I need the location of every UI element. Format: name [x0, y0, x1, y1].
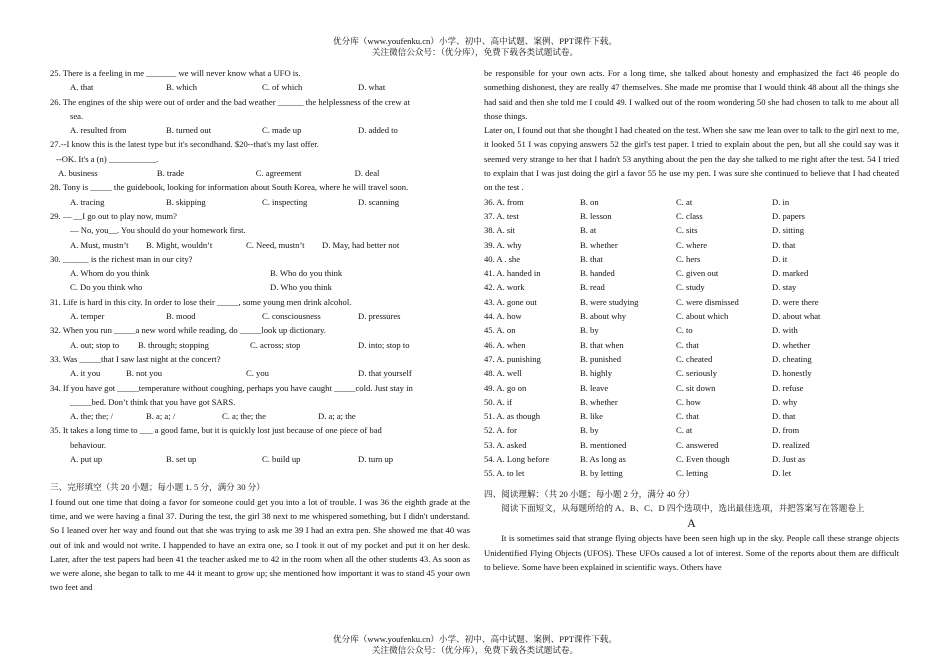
option: C. made up — [262, 125, 302, 136]
cloze-option: D. papers — [772, 210, 805, 221]
cloze-option: C. study — [676, 282, 705, 293]
option: D. that yourself — [358, 368, 412, 379]
cloze-option: C. how — [676, 396, 701, 407]
option: C. across; stop — [250, 339, 301, 350]
reading-instruction: 阅读下面短文，从每题所给的 A、B、C、D 四个选项中，选出最佳选项，并把答案写在答题卷上 — [501, 502, 865, 513]
question-29-reply: — No, you__. You should do your homework first. — [70, 225, 246, 236]
cloze-option: C. that — [676, 411, 699, 422]
question-26: 26. The engines of the ship were out of order and the bad weather ______ the helplessness of the crew at — [50, 96, 410, 107]
cloze-option: C. at — [676, 196, 693, 207]
cloze-option: B. like — [580, 411, 603, 422]
option: A. temper — [70, 311, 105, 322]
cloze-option: C. were dismissed — [676, 296, 739, 307]
option: D. scanning — [358, 196, 400, 207]
cloze-option: D. stay — [772, 282, 797, 293]
cloze-option: B. whether — [580, 396, 618, 407]
footer-line-2: 关注微信公众号：（优分库），免费下载各类试题试卷。 — [371, 645, 579, 655]
cloze-option: D. Just as — [772, 454, 806, 465]
cloze-option: D. with — [772, 325, 798, 336]
cloze-option: B. As long as — [580, 454, 626, 465]
cloze-option: B. by letting — [580, 468, 623, 479]
cloze-option: 48. A. well — [484, 368, 522, 379]
question-31: 31. Life is hard in this city. In order to lose their _____, some young men drink alcohol. — [50, 296, 352, 307]
cloze-option: C. class — [676, 210, 703, 221]
option: A. tracing — [70, 196, 105, 207]
option: B. through; stopping — [138, 339, 209, 350]
option: D. what — [358, 82, 386, 93]
options-30b — [50, 280, 470, 294]
footer-line-1: 优分库（www.youfenku.cn）小学、初中、高中试题、案例、PPT课件下载。 — [333, 634, 617, 644]
options-31 — [50, 309, 470, 323]
option: B. not you — [126, 368, 163, 379]
cloze-option: B. by — [580, 425, 599, 436]
cloze-option: D. honestly — [772, 368, 812, 379]
option: D. into; stop to — [358, 339, 410, 350]
options-25 — [50, 80, 470, 94]
options-26 — [50, 123, 470, 137]
cloze-heading: 三、完形填空（共 20 小题；每小题 1. 5 分，满分 30 分） — [50, 482, 265, 493]
option: B. a; a; / — [146, 411, 176, 422]
cloze-option: B. read — [580, 282, 605, 293]
cloze-option: 54. A. Long before — [484, 454, 550, 465]
cloze-option: C. cheated — [676, 353, 713, 364]
cloze-option: D. realized — [772, 439, 810, 450]
option: A. the; the; / — [70, 411, 113, 422]
option: C. you — [246, 368, 269, 379]
question-34-cont: _____bed. Don’t think that you have got SARS. — [70, 396, 236, 407]
cloze-option: 45. A. on — [484, 325, 516, 336]
cloze-option: C. given out — [676, 268, 719, 279]
left-column — [50, 66, 470, 595]
cloze-option: 52. A. for — [484, 425, 517, 436]
option: D. deal — [354, 168, 380, 179]
cloze-option: B. by — [580, 325, 599, 336]
option: B. set up — [166, 454, 197, 465]
question-28: 28. Tony is _____ the guidebook, looking for information about South Korea, where he will travel soon. — [50, 182, 409, 193]
options-29 — [50, 238, 470, 252]
cloze-option: D. that — [772, 239, 796, 250]
cloze-option: D. it — [772, 253, 788, 264]
cloze-option: D. why — [772, 396, 798, 407]
option: A. put up — [70, 454, 103, 465]
cloze-option: B. that when — [580, 339, 624, 350]
cloze-option: 38. A. sit — [484, 225, 516, 236]
cloze-option: 49. A. go on — [484, 382, 527, 393]
option: A. Whom do you think — [70, 268, 150, 279]
cloze-option: 42. A. work — [484, 282, 525, 293]
cloze-option: C. at — [676, 425, 693, 436]
cloze-option: C. hers — [676, 253, 701, 264]
cloze-option: 44. A. how — [484, 311, 522, 322]
cloze-option: C. about which — [676, 311, 729, 322]
cloze-option: 37. A. test — [484, 210, 519, 221]
cloze-option: D. refuse — [772, 382, 804, 393]
option: A. out; stop to — [70, 339, 120, 350]
option: C. build up — [262, 454, 301, 465]
cloze-options-grid — [484, 195, 899, 481]
cloze-option: B. lesson — [580, 210, 612, 221]
option: A. business — [58, 168, 98, 179]
option: C. agreement — [255, 168, 302, 179]
option: B. skipping — [166, 196, 206, 207]
cloze-option: D. let — [772, 468, 792, 479]
question-30: 30. ______ is the richest man in our city? — [50, 253, 193, 264]
cloze-option: 43. A. gone out — [484, 296, 537, 307]
cloze-option: C. seriously — [676, 368, 718, 379]
header-line-2: 关注微信公众号：（优分库），免费下载各类试题试卷。 — [371, 47, 579, 57]
cloze-option: C. that — [676, 339, 699, 350]
option: C. a; the; the — [222, 411, 266, 422]
option: D. a; a; the — [318, 411, 356, 422]
cloze-option: B. highly — [580, 368, 612, 379]
cloze-option: D. cheating — [772, 353, 812, 364]
options-27 — [50, 166, 470, 180]
question-26-cont: sea. — [70, 110, 84, 121]
option: D. turn up — [358, 454, 394, 465]
page-footer — [0, 634, 950, 656]
option: A. resulted from — [70, 125, 127, 136]
cloze-option: B. at — [580, 225, 597, 236]
option: C. Do you think who — [70, 282, 143, 293]
cloze-option: D. about what — [772, 311, 821, 322]
option: C. inspecting — [262, 196, 308, 207]
cloze-option: 51. A. as though — [484, 411, 541, 422]
option: C. Need, mustn’t — [246, 239, 305, 250]
reading-heading: 四、阅读理解：（共 20 小题；每小题 2 分，满分 40 分） — [484, 488, 695, 499]
cloze-option: 55. A. to let — [484, 468, 525, 479]
cloze-option: C. Even though — [676, 454, 730, 465]
header-line-1: 优分库（www.youfenku.cn）小学、初中、高中试题、案例、PPT课件下载。 — [333, 36, 617, 46]
cloze-paragraph-3: Later on, I found out that she thought I had cheated on the test. When she saw me lean over to talk to the girl next to me, it looked 51 I was copying answers 52 the girl's test paper. I tried to explain about the pen, but all she could say was it seemed very strange to her that I hadn't 53 anything about the pen the day she talked to me right after the test. 54 I tried to explain that I was just doing the girl a favor 55 he use my pen. I was sure she continued to believe that I had cheated on the test . — [484, 125, 899, 193]
cloze-option: D. sitting — [772, 225, 804, 236]
cloze-option: B. punished — [580, 353, 622, 364]
cloze-option: B. about why — [580, 311, 627, 322]
question-27-reply: --OK. It's a (n) ___________. — [56, 153, 159, 164]
option: D. May, had better not — [322, 239, 400, 250]
option: C. of which — [262, 82, 303, 93]
cloze-option: D. whether — [772, 339, 811, 350]
question-29: 29. — __I go out to play now, mum? — [50, 210, 177, 221]
cloze-option: D. were there — [772, 296, 819, 307]
cloze-option: 46. A. when — [484, 339, 526, 350]
cloze-option: D. from — [772, 425, 800, 436]
cloze-option: 53. A. asked — [484, 439, 527, 450]
question-34: 34. If you have got _____temperature without coughing, perhaps you have caught _____cold. Just stay in — [50, 382, 413, 393]
reading-passage: It is sometimes said that strange flying objects have been seen high up in the sky. People call these strange objects Unidentified Flying Objects (UFOS). These UFOs caused a lot of interest. Some of the reports about them are difficult to believe. Some have been explained in scientific ways. Others have — [484, 533, 899, 572]
cloze-option: 47. A. punishing — [484, 353, 541, 364]
option: B. turned out — [166, 125, 212, 136]
cloze-option: B. leave — [580, 382, 609, 393]
cloze-option: 39. A. why — [484, 239, 522, 250]
cloze-option: C. sits — [676, 225, 698, 236]
cloze-option: B. mentioned — [580, 439, 627, 450]
cloze-option: C. letting — [676, 468, 708, 479]
option: D. Who you think — [270, 282, 332, 293]
option: B. Who do you think — [270, 268, 343, 279]
option: B. trade — [156, 168, 185, 179]
question-35: 35. It takes a long time to ___ a good fame, but it is quickly lost just because of one piece of bad — [50, 425, 382, 436]
question-33: 33. Was _____that I saw last night at the concert? — [50, 353, 221, 364]
cloze-option: D. marked — [772, 268, 809, 279]
cloze-option: 50. A. if — [484, 396, 513, 407]
question-25: 25. There is a feeling in me _______ we will never know what a UFO is. — [50, 68, 301, 78]
question-35-cont: behaviour. — [70, 439, 107, 450]
option: D. pressures — [358, 311, 401, 322]
cloze-option: 36. A. from — [484, 196, 524, 207]
option: B. mood — [166, 311, 196, 322]
options-32 — [50, 338, 470, 352]
options-34 — [50, 409, 470, 423]
page-header — [0, 36, 950, 58]
cloze-option: D. that — [772, 411, 796, 422]
option: A. it you — [70, 368, 101, 379]
right-column — [484, 66, 899, 574]
cloze-option: 41. A. handed in — [484, 268, 541, 279]
option: A. that — [70, 82, 94, 93]
question-27: 27.--I know this is the latest type but it's secondhand. $20--that's my last offer. — [50, 139, 319, 150]
cloze-option: 40. A . she — [484, 253, 521, 264]
passage-label: A — [687, 516, 696, 531]
cloze-option: C. to — [676, 325, 693, 336]
question-32: 32. When you run _____a new word while reading, do _____look up dictionary. — [50, 325, 326, 336]
options-30a — [50, 266, 470, 280]
cloze-option: B. were studying — [580, 296, 639, 307]
cloze-option: C. answered — [676, 439, 719, 450]
cloze-option: C. where — [676, 239, 708, 250]
option: C. consciousness — [262, 311, 321, 322]
cloze-option: B. that — [580, 253, 603, 264]
option: B. which — [166, 82, 198, 93]
options-33 — [50, 366, 470, 380]
cloze-paragraph-2: be responsible for your own acts. For a long time, she talked about honesty and emphasized the fact 46 people do something dishonest, they are really 47 themselves. She made me promise that I would think 48 about all the things she had said and then she told me I could 49. I walked out of the room wondering 50 she had chosen to talk to me about all those things. — [484, 68, 899, 121]
options-28 — [50, 195, 470, 209]
option: A. Must, mustn’t — [70, 239, 129, 250]
option: B. Might, wouldn’t — [146, 239, 213, 250]
options-35 — [50, 452, 470, 466]
cloze-option: B. whether — [580, 239, 618, 250]
option: D. added to — [358, 125, 398, 136]
cloze-option: B. on — [580, 196, 599, 207]
cloze-option: D. in — [772, 196, 790, 207]
cloze-option: C. sit down — [676, 382, 716, 393]
cloze-option: B. handed — [580, 268, 615, 279]
cloze-paragraph-1: I found out one time that doing a favor for someone could get you into a lot of trouble. I was 36 the eighth grade at the time, and we were having a final 37. During the test, the girl 38 next to me whispered something, but I didn't understand. So I leaned over her way and found out that she was trying to ask me 39 I had an extra pen. She showed me that 40 was out of ink and would not write. I happended to have an extra one, so I took it out of my pocket and put it on her desk. Later, after the test papers had been 41 the teacher asked me to 42 in the room when all the other students 43. As soon as we were alone, she began to talk to me 44 it meant to grow up; she mentioned how important it was to stand 45 your own two feet and — [50, 496, 470, 593]
